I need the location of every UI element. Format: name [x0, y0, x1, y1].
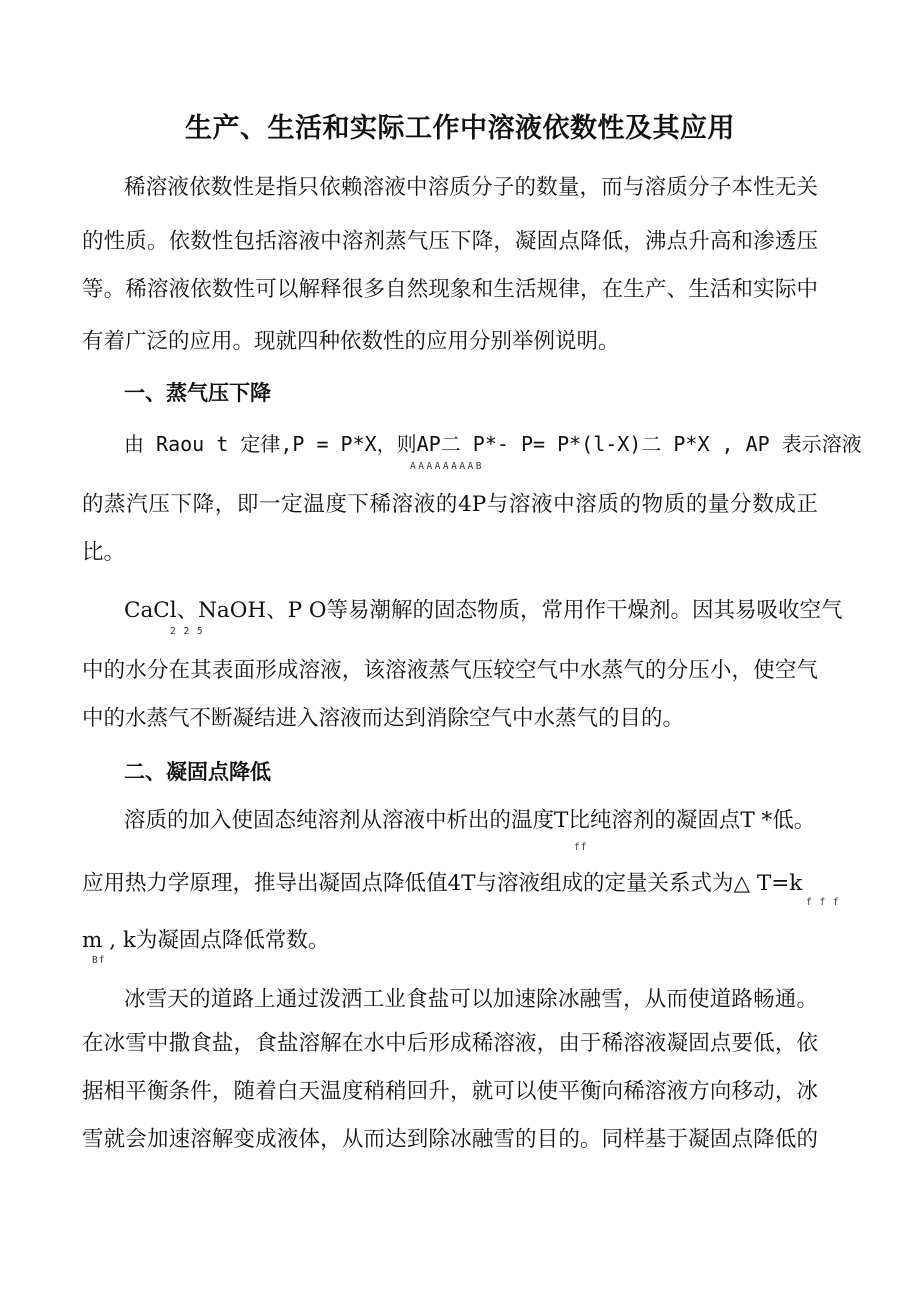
formula-line: 由 Raou t 定律,P = P*X，则AP二 P*- P= P*(l-X)二 P*X , AP 表示溶液	[124, 432, 862, 456]
document-title: 生产、生活和实际工作中溶液依数性及其应用	[185, 113, 735, 144]
paragraph-line: CaCl、NaOH、P O等易潮解的固态物质，常用作干燥剂。因其易吸收空气	[124, 598, 843, 623]
formula-subscripts: Bf	[92, 955, 106, 966]
formula-subscripts: 2 2 5	[170, 626, 204, 637]
paragraph-line: 有着广泛的应用。现就四种依数性的应用分别举例说明。	[82, 329, 620, 354]
formula-subscripts: ff	[574, 842, 588, 853]
paragraph-line: 在冰雪中撒食盐，食盐溶解在水中后形成稀溶液，由于稀溶液凝固点要低，依	[82, 1031, 818, 1056]
paragraph-line: 稀溶液依数性是指只依赖溶液中溶质分子的数量，而与溶质分子本性无关	[124, 175, 818, 200]
paragraph-line: 比。	[82, 540, 126, 565]
paragraph-line: 的蒸汽压下降，即一定温度下稀溶液的4P与溶液中溶质的物质的量分数成正	[82, 492, 818, 517]
paragraph-line: 据相平衡条件，随着白天温度稍稍回升，就可以使平衡向稀溶液方向移动，冰	[82, 1079, 818, 1104]
formula-subscripts: AAAAAAAAB	[410, 461, 484, 472]
formula-subscripts: f f f	[806, 897, 840, 908]
paragraph-line: 应用热力学原理，推导出凝固点降低值4T与溶液组成的定量关系式为△ T=k	[82, 871, 803, 896]
paragraph-line: 中的水蒸气不断凝结进入溶液而达到消除空气中水蒸气的目的。	[82, 706, 685, 731]
section-heading: 一、蒸气压下降	[124, 380, 271, 405]
paragraph-line: 雪就会加速溶解变成液体，从而达到除冰融雪的目的。同样基于凝固点降低的	[82, 1127, 818, 1152]
paragraph-line: 中的水分在其表面形成溶液，该溶液蒸气压较空气中水蒸气的分压小，使空气	[82, 658, 818, 683]
paragraph-line: 溶质的加入使固态纯溶剂从溶液中析出的温度T比纯溶剂的凝固点T *低。	[124, 808, 816, 833]
paragraph-line: 等。稀溶液依数性可以解释很多自然现象和生活规律，在生产、生活和实际中	[82, 277, 818, 302]
paragraph-line: m , k为凝固点降低常数。	[82, 928, 330, 953]
section-heading: 二、凝固点降低	[124, 759, 271, 784]
paragraph-line: 冰雪天的道路上通过泼洒工业食盐可以加速除冰融雪，从而使道路畅通。	[124, 987, 818, 1012]
paragraph-line: 的性质。依数性包括溶液中溶剂蒸气压下降，凝固点降低，沸点升高和渗透压	[82, 229, 818, 254]
